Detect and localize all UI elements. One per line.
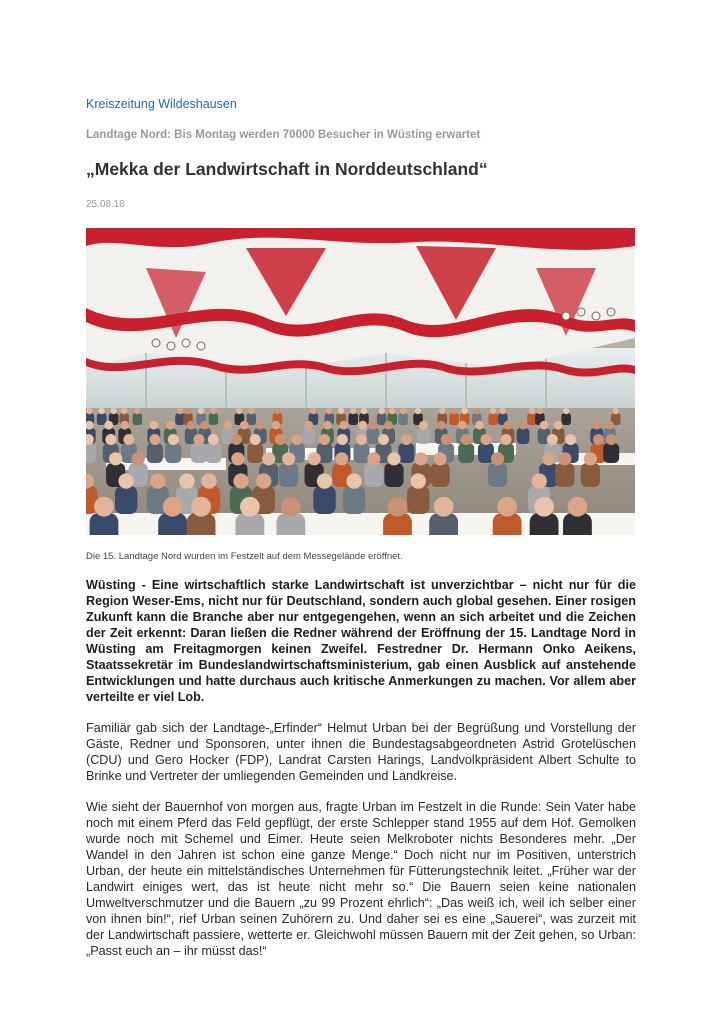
kicker: Landtage Nord: Bis Montag werden 70000 Besucher in Wüsting erwartet xyxy=(86,129,481,141)
headline: „Mekka der Landwirtschaft in Norddeutschland“ xyxy=(86,159,488,179)
body-paragraph: Wie sieht der Bauernhof von morgen aus, fragte Urban im Festzelt in die Runde: Sein Vater habe noch mit einem Pferd das Feld gepflügt, der erste Schlepper stand 1955 auf dem Hof. Gemolken wurde noch mit Schemel und Eimer. Heute seien Melkroboter nichts Besonderes mehr. „Der Wandel in den Jahren ist schon eine ganze Menge.“ Doch nicht nur im Positiven, unterstrich Urban, der heute ein mittelständisches Unternehmen für Fütterungstechnik leitet. „Früher war der Landwirt einiges wert, das ist heute nicht mehr so.“ Die Bauern seien keine nationalen Umweltverschmutzer und die Bauern „zu 99 Prozent ehrlich“: „Das weiß ich, weil ich selber einer von ihnen bin!“, rief Urban seinen Zuhörern zu. Und daher sei es eine „Sauerei“, was zurzeit mit der Landwirtschaft passiere, wetterte er. Gleichwohl müssen Bauern mit der Zeit gehen, so Urban: „Passt euch an – ihr müsst das!“ xyxy=(86,800,636,958)
source-link[interactable]: Kreiszeitung Wildeshausen xyxy=(86,97,237,111)
photo-caption: Die 15. Landtage Nord wurden im Festzelt auf dem Messegelände eröffnet. xyxy=(86,551,403,562)
date: 25.08.18 xyxy=(86,199,125,210)
body-paragraph: Familiär gab sich der Landtage-„Erfinder“ Helmut Urban bei der Begrüßung und Vorstellung der Gäste, Redner und Sponsoren, unter ihnen die Bundestagsabgeordneten Astrid Grotelüschen (CDU) und Gero Hocker (FDP), Landrat Carsten Harings, Landvolkpräsident Albert Schulte to Brinke und Vertreter der umliegenden Gemeinden und Landkreise. xyxy=(86,721,636,783)
lead-paragraph: Wüsting - Eine wirtschaftlich starke Landwirtschaft ist unverzichtbar – nicht nur für die Region Weser-Ems, nicht nur für Deutschland, sondern auch global gesehen. Einer rosigen Zukunft kann die Branche aber nur entgegengehen, wenn an sich arbeitet und die Zeichen der Zeit erkennt: Daran ließen die Redner während der Eröffnung der 15. Landtage Nord in Wüsting am Freitagmorgen keinen Zweifel. Festredner Dr. Hermann Onko Aeikens, Staatssekretär im Bundeslandwirtschaftsministerium, gab einen Ausblick auf anstehende Entwicklungen und hatte durchaus auch kritische Anmerkungen zu machen. Vor allem aber verteilte er viel Lob. xyxy=(86,578,636,704)
festival-tent-photo xyxy=(86,228,635,535)
